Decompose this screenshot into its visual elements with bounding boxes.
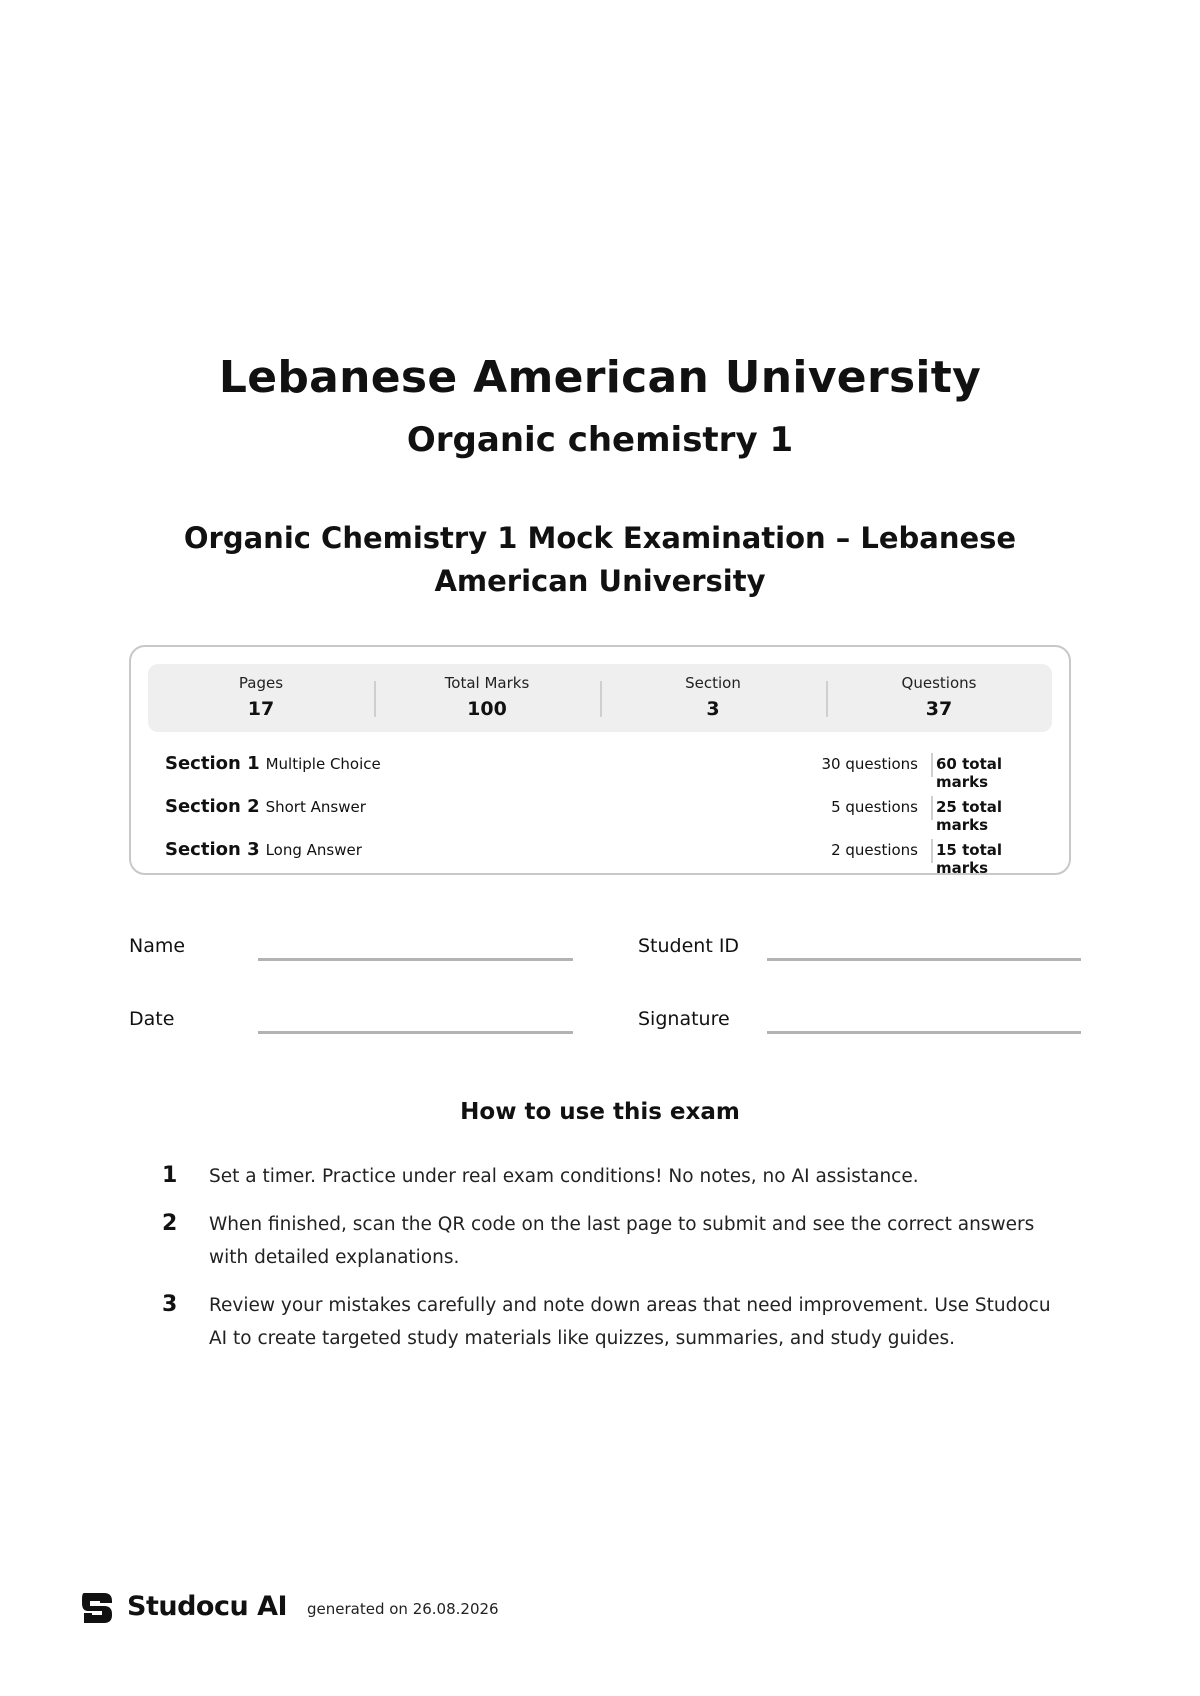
stat-label: Total Marks xyxy=(444,674,530,692)
section-type: Long Answer xyxy=(265,841,362,859)
name-label: Name xyxy=(129,935,186,957)
instructions-title: How to use this exam xyxy=(460,1099,740,1125)
stat-pages xyxy=(148,664,374,732)
stat-label: Pages xyxy=(238,674,284,692)
step-text: Set a timer. Practice under real exam conditions! No notes, no AI assistance. xyxy=(209,1166,919,1187)
section-name: Section 3 xyxy=(165,839,260,860)
exam-title: Organic Chemistry 1 Mock Examination – Lebanese American University xyxy=(183,521,1017,598)
section-name: Section 1 xyxy=(165,753,260,774)
stat-value: 37 xyxy=(925,698,953,720)
section-type: Short Answer xyxy=(265,798,366,816)
section-marks: 15 total marks xyxy=(936,841,1003,877)
stat-value: 3 xyxy=(706,698,720,720)
section-name: Section 2 xyxy=(165,796,260,817)
section-questions: 30 questions xyxy=(821,755,918,773)
section-questions: 2 questions xyxy=(831,841,918,859)
section-marks: 60 total marks xyxy=(936,755,1003,791)
date-field[interactable] xyxy=(258,1031,573,1034)
student-id-label: Student ID xyxy=(638,935,740,957)
section-marks: 25 total marks xyxy=(936,798,1003,834)
signature-label: Signature xyxy=(638,1008,730,1030)
stat-section xyxy=(600,664,826,732)
section-divider xyxy=(931,796,933,820)
section-divider xyxy=(931,839,933,863)
signature-field[interactable] xyxy=(767,1031,1081,1034)
exam-stats-bar xyxy=(148,664,1052,732)
date-label: Date xyxy=(129,1008,175,1030)
generated-date: generated on 26.08.2026 xyxy=(307,1600,499,1618)
section-row xyxy=(165,839,1045,877)
step-number: 2 xyxy=(162,1211,178,1236)
step-text: When finished, scan the QR code on the last page to submit and see the correct answers with detailed explanations. xyxy=(209,1214,1035,1268)
brand-name: Studocu AI xyxy=(127,1591,288,1622)
step-number: 3 xyxy=(162,1292,178,1317)
step-number: 1 xyxy=(162,1163,178,1188)
stat-label: Questions xyxy=(901,674,977,692)
stat-total-marks xyxy=(374,664,600,732)
section-row xyxy=(165,796,1045,834)
stat-value: 100 xyxy=(467,698,507,720)
university-title: Lebanese American University xyxy=(218,352,982,403)
step-text: Review your mistakes carefully and note down areas that need improvement. Use Studocu AI to create targeted study materials like quizzes, summaries, and study guides. xyxy=(209,1295,1051,1349)
name-field[interactable] xyxy=(258,958,573,961)
stat-label: Section xyxy=(685,674,741,692)
student-id-field[interactable] xyxy=(767,958,1081,961)
section-divider xyxy=(931,753,933,777)
stat-value: 17 xyxy=(247,698,275,720)
studocu-logo-icon xyxy=(78,1589,116,1627)
section-questions: 5 questions xyxy=(831,798,918,816)
stat-questions xyxy=(826,664,1052,732)
exam-summary-card xyxy=(129,645,1071,875)
course-title: Organic chemistry 1 xyxy=(406,420,794,460)
section-row xyxy=(165,753,1045,791)
section-type: Multiple Choice xyxy=(265,755,381,773)
